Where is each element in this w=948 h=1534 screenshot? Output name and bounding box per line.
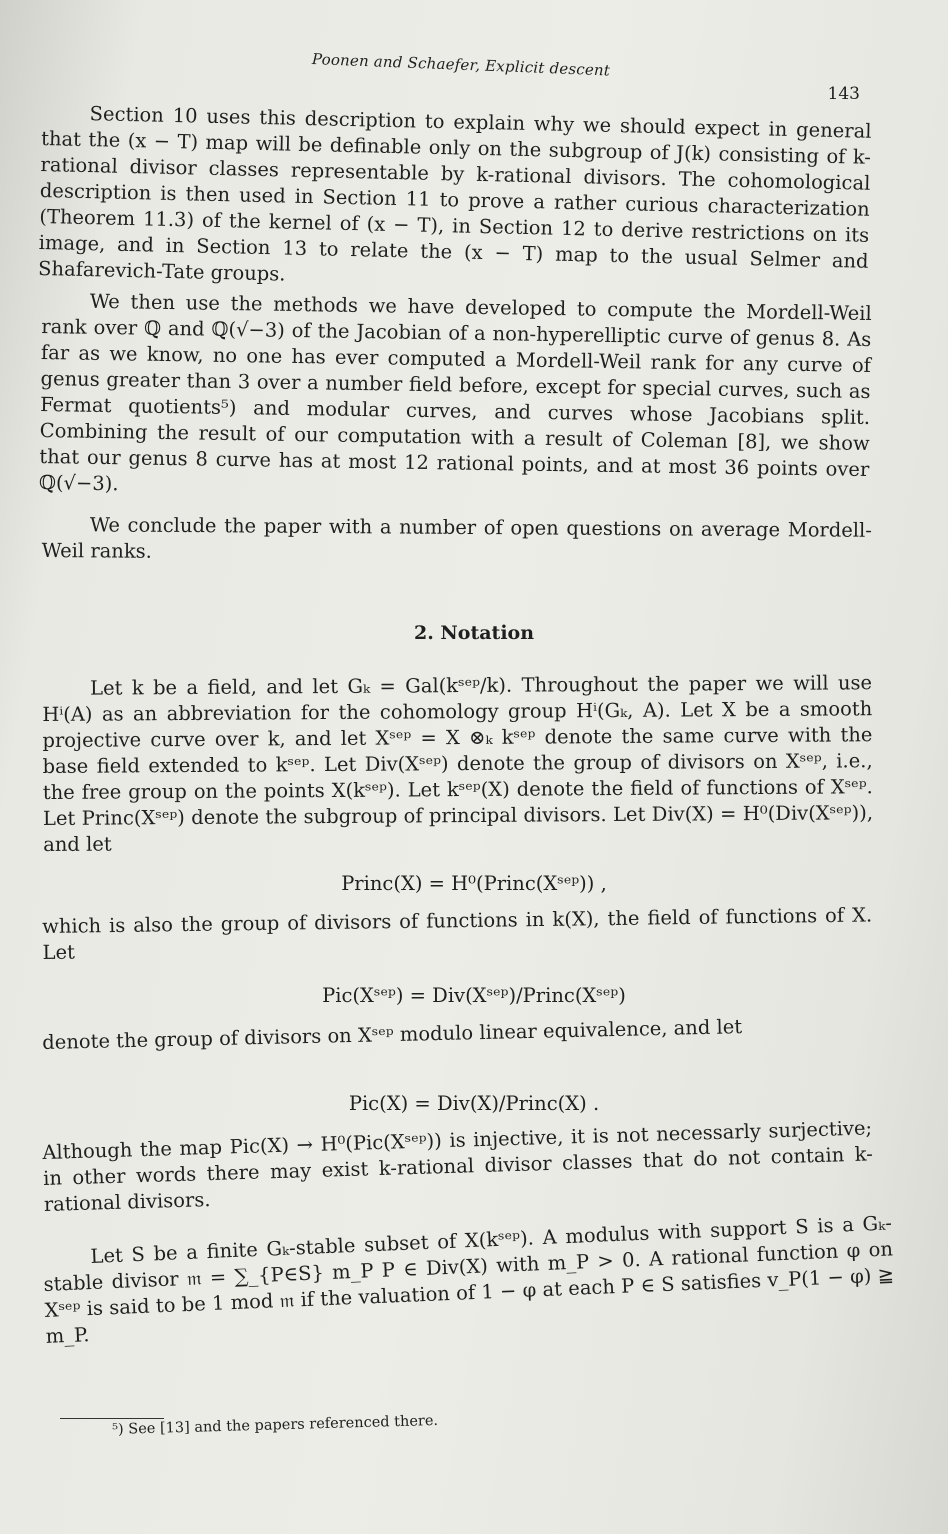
paragraph-functions xyxy=(42,902,873,966)
paragraph-text: We then use the methods we have developed to compute the Mordell-Weil rank over ℚ and ℚ(√−3) of the Jacobian of a non-hyperelliptic curve of genus 8. As far as we know, no one has ever computed a Mordell-Weil rank for any curve of genus greater than 3 over a number field before, except for special curves, such as Fermat quotients⁵) and modular curves, and curves whose Jacobians split. Combining the result of our computation with a result of Coleman [8], we show that our genus 8 curve has at most 12 rational points, and at most 36 points over ℚ(√−3). xyxy=(38,289,872,496)
paragraph-text: denote the group of divisors on Xˢᵉᵖ modulo linear equivalence, and let xyxy=(42,1015,743,1054)
paragraph-injective-map xyxy=(42,1115,874,1218)
paragraph-section-overview xyxy=(38,100,872,301)
paragraph-text: We conclude the paper with a number of open questions on average Mordell-Weil ranks. xyxy=(41,513,872,563)
paragraph-text: Let k be a field, and let Gₖ = Gal(kˢᵉᵖ/k). Throughout the paper we will use Hⁱ(A) as an abbreviation for the cohomology group Hⁱ(Gₖ, A). Let X be a smooth projective curve over k, and let Xˢᵉᵖ = X ⊗ₖ kˢᵉᵖ denote the same curve with the base field extended to kˢᵉᵖ. Let Div(Xˢᵉᵖ) denote the group of divisors on Xˢᵉᵖ, i.e., the free group on the points X(kˢᵉᵖ). Let kˢᵉᵖ(X) denote the field of functions of Xˢᵉᵖ. Let Princ(Xˢᵉᵖ) denote the subgroup of principal divisors. Let Div(X) = H⁰(Div(Xˢᵉᵖ)), and let xyxy=(42,671,874,856)
equation-pic: Pic(X) = Div(X)/Princ(X) . xyxy=(348,1092,600,1115)
paragraph-modulus xyxy=(42,1210,896,1350)
paragraph-mordell-weil-rank xyxy=(39,288,872,509)
paragraph-notation-intro xyxy=(42,670,873,858)
equation-princ: Princ(X) = H⁰(Princ(Xˢᵉᵖ)) , xyxy=(341,872,607,895)
paragraph-text: Let S be a finite Gₖ-stable subset of X(kˢᵉᵖ). A modulus with support S is a Gₖ-stable divisor 𝔪 = ∑_{P∈S} m_P P ∈ Div(X) with m_P > 0. A rational function φ on Xˢᵉᵖ is said to be 1 mod 𝔪 if the valuation of 1 − φ at each P ∈ S satisfies v_P(1 − φ) ≧ m_P. xyxy=(43,1211,895,1348)
paragraph-linear-equivalence xyxy=(42,1011,872,1056)
paragraph-text: Section 10 uses this description to explain why we should expect in general that the (x − T) map will be definable only on the subgroup of J(k) consisting of k-rational divisor classes representable by k-rational divisors. The cohomological description is then used in Section 11 to prove a rather curious characterization (Theorem 11.3) of the kernel of (x − T), in Section 12 to derive restrictions on its image, and in Section 13 to relate the (x − T) map to the usual Selmer and Shafarevich-Tate groups. xyxy=(37,102,872,286)
footnote: ⁵) See [13] and the papers referenced there. xyxy=(112,1412,439,1438)
paragraph-conclusion xyxy=(42,512,872,570)
footnote-divider xyxy=(60,1418,164,1419)
paragraph-text: Although the map Pic(X) → H⁰(Pic(Xˢᵉᵖ)) is injective, it is not necessarly surjective; in other words there may exist k-rational divisor classes that do not contain k-rational divisors. xyxy=(42,1116,874,1216)
running-title: Poonen and Schaefer, Explicit descent xyxy=(311,50,611,80)
page-number: 143 xyxy=(827,84,860,104)
paragraph-text: which is also the group of divisors of functions in k(X), the field of functions of X. Let xyxy=(42,903,873,964)
section-heading: 2. Notation xyxy=(413,622,535,644)
equation-pic-sep: Pic(Xˢᵉᵖ) = Div(Xˢᵉᵖ)/Princ(Xˢᵉᵖ) xyxy=(322,984,626,1007)
